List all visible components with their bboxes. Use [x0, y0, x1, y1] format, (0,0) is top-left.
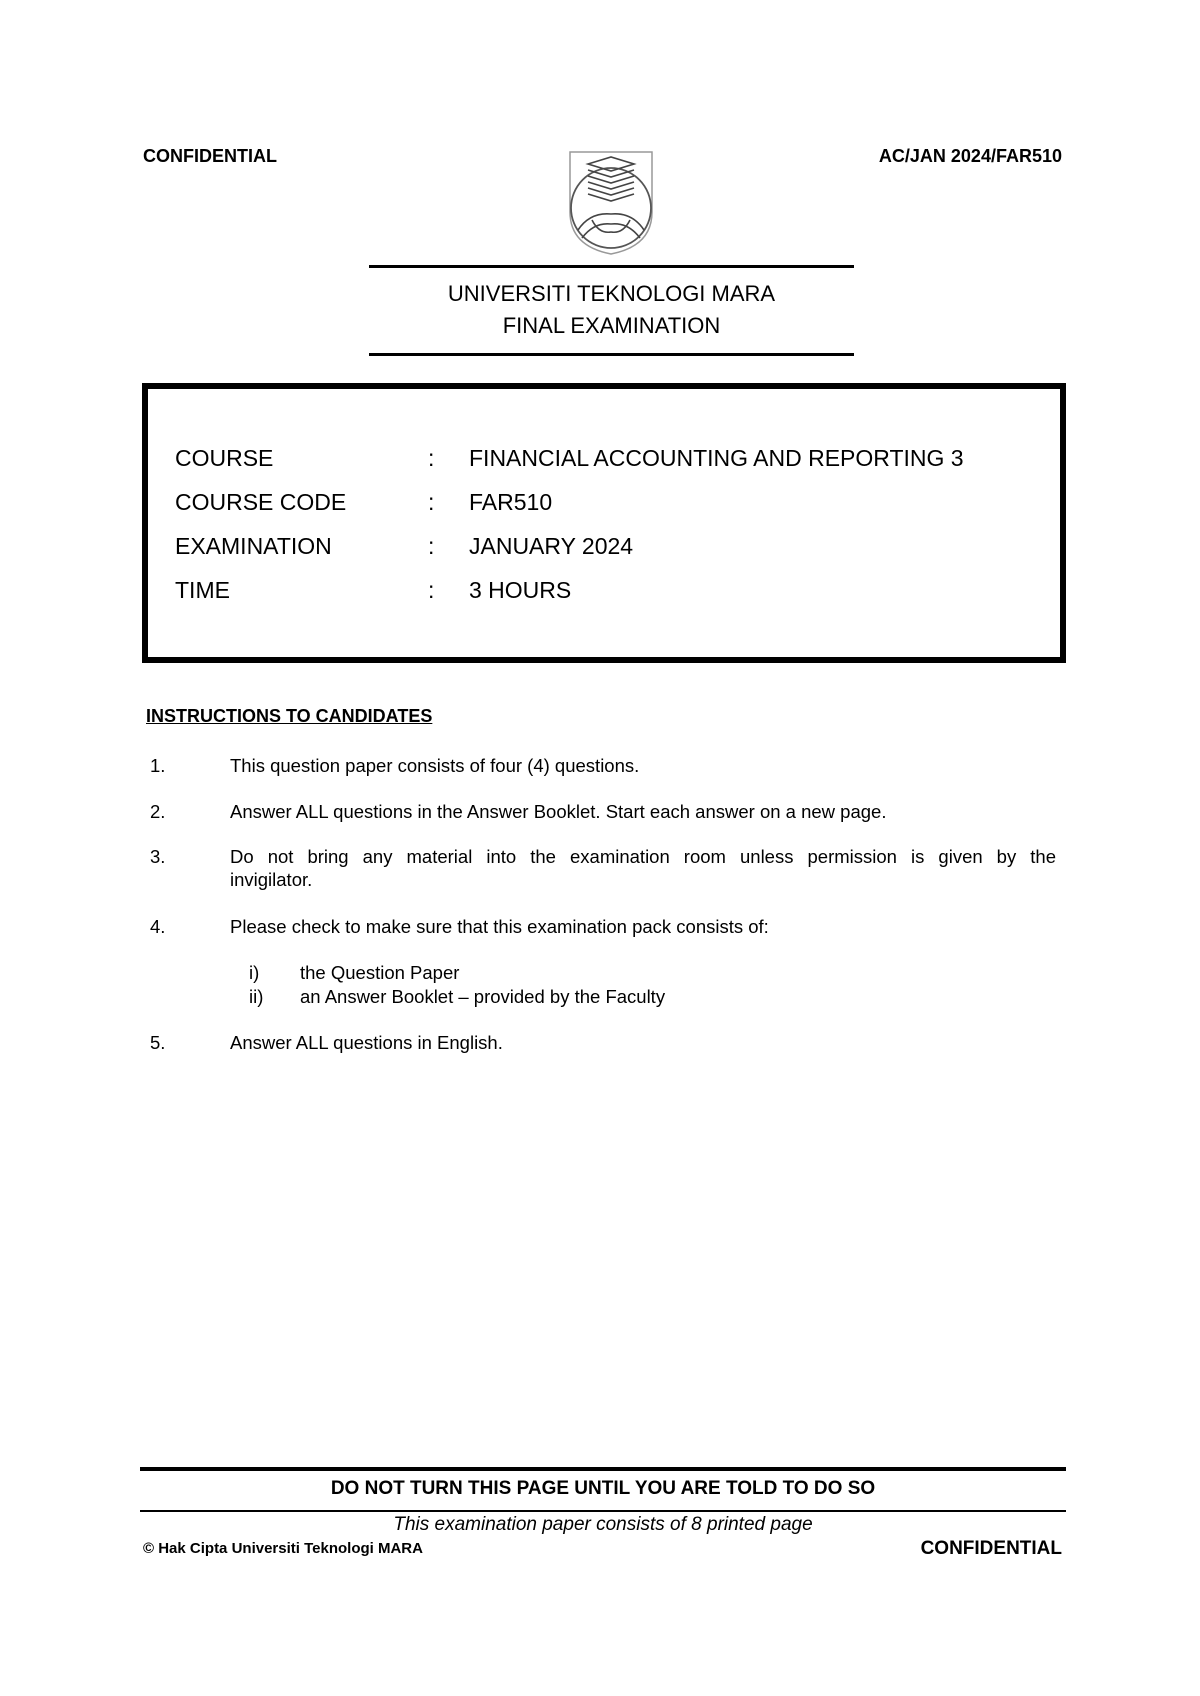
instruction-5-number: 5. — [150, 1032, 166, 1053]
university-crest-icon — [566, 150, 656, 256]
instructions-heading: INSTRUCTIONS TO CANDIDATES — [146, 706, 433, 726]
instruction-4-sub-ii-number: ii) — [249, 986, 264, 1007]
instruction-4-sub-ii-text: an Answer Booklet – provided by the Faculty — [300, 986, 666, 1007]
course-label: COURSE — [175, 445, 274, 471]
time-value: 3 HOURS — [469, 577, 572, 603]
instruction-3-number: 3. — [150, 846, 166, 867]
course-details-box — [142, 383, 1066, 663]
instruction-2-number: 2. — [150, 801, 166, 822]
header-paper-code: AC/JAN 2024/FAR510 — [878, 146, 1062, 166]
course-value: FINANCIAL ACCOUNTING AND REPORTING 3 — [469, 445, 964, 471]
course-separator: : — [428, 445, 435, 471]
time-separator: : — [428, 577, 435, 603]
instruction-4-text: Please check to make sure that this examination pack consists of: — [230, 916, 769, 937]
time-label: TIME — [175, 577, 230, 603]
examination-separator: : — [428, 533, 435, 559]
examination-label: EXAMINATION — [175, 533, 332, 559]
exam-type: FINAL EXAMINATION — [502, 313, 721, 338]
instruction-4-sub-i-number: i) — [249, 962, 260, 983]
instruction-4-number: 4. — [150, 916, 166, 937]
instruction-2-text: Answer ALL questions in the Answer Booklet. Start each answer on a new page. — [230, 801, 887, 822]
header-confidential: CONFIDENTIAL — [143, 146, 277, 166]
instruction-3-text-line2: invigilator. — [230, 869, 313, 890]
title-bottom-rule — [369, 353, 854, 356]
footer-copyright: © Hak Cipta Universiti Teknologi MARA — [143, 1540, 423, 1557]
university-name: UNIVERSITI TEKNOLOGI MARA — [447, 281, 776, 306]
footer-top-rule — [140, 1467, 1066, 1471]
instruction-5-text: Answer ALL questions in English. — [230, 1032, 503, 1053]
footer-bottom-rule — [140, 1510, 1066, 1512]
instruction-1-text: This question paper consists of four (4) questions. — [230, 755, 640, 776]
instruction-3-text-line1: Do not bring any material into the examination room unless permission is given by the — [230, 846, 1056, 867]
course-code-value: FAR510 — [469, 489, 553, 515]
instruction-4-sub-i-text: the Question Paper — [300, 962, 460, 983]
course-code-label: COURSE CODE — [175, 489, 347, 515]
instruction-1-number: 1. — [150, 755, 166, 776]
course-code-separator: : — [428, 489, 435, 515]
footer-confidential: CONFIDENTIAL — [920, 1538, 1062, 1559]
examination-value: JANUARY 2024 — [469, 533, 634, 559]
footer-page-count: This examination paper consists of 8 printed page — [393, 1514, 813, 1535]
footer-warning: DO NOT TURN THIS PAGE UNTIL YOU ARE TOLD TO DO SO — [330, 1478, 876, 1499]
title-top-rule — [369, 265, 854, 268]
